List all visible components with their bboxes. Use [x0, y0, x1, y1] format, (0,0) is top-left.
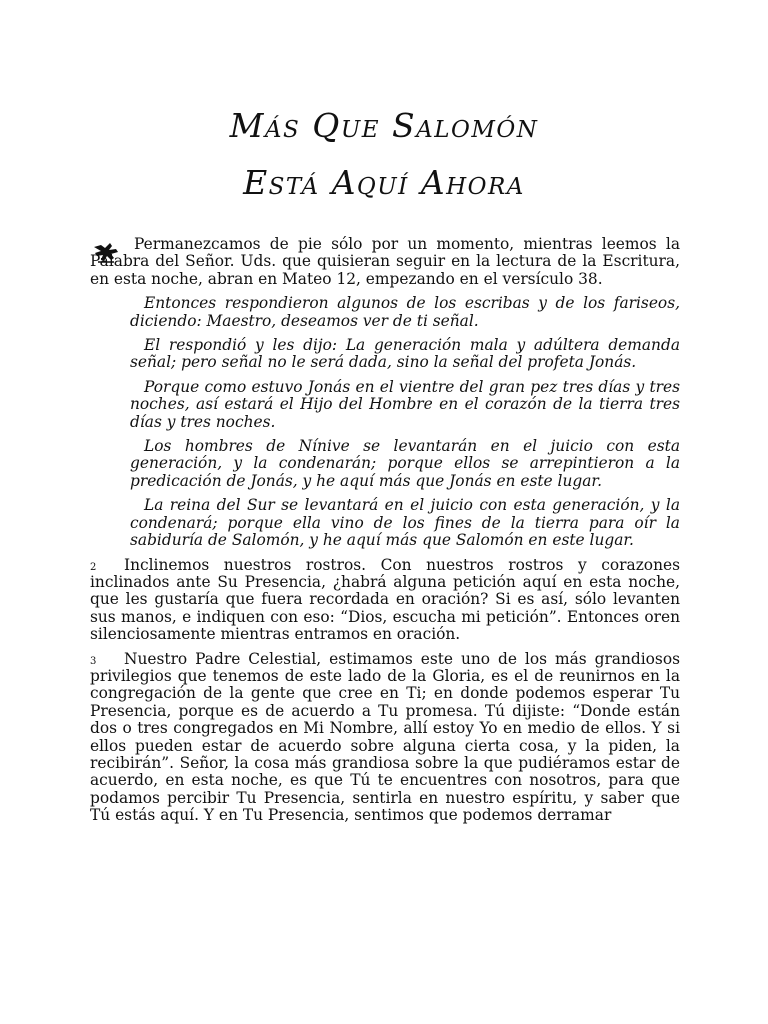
numbered-paragraph — [90, 557, 680, 644]
scripture-verse: El respondió y les dijo: La generación mala y adúltera demanda señal; pero señal no le será dada, sino la señal del profeta Jonás. — [130, 336, 680, 372]
document-body — [90, 236, 680, 832]
paragraph-number: 2 — [90, 561, 97, 573]
scripture-verse: Porque como estuvo Jonás en el vientre del gran pez tres días y tres noches, así estará el Hijo del Hombre en el corazón de la tierra tres días y tres noches. — [130, 377, 680, 431]
scripture-verse: La reina del Sur se levantará en el juicio con esta generación, y la condenará; porque ella vino de los fines de la tierra para oír la sabiduría de Salomón, y he aquí más que Salomón en este lugar. — [130, 496, 680, 550]
scripture-verse: Los hombres de Nínive se levantarán en el juicio con esta generación, y la condenarán; porque ellos se arrepintieron a la predicación de Jonás, y he aquí más que Jonás en este lugar. — [130, 437, 680, 490]
intro-paragraph: Permanezcamos de pie sólo por un momento, mientras leemos la Palabra del Señor. Uds. que quisieran seguir en la lectura de la Escritura, en esta noche, abran en Mateo 12, empezando en el versículo 38. — [90, 235, 680, 288]
paragraph-text: Nuestro Padre Celestial, estimamos este uno de los más grandiosos privilegios que tenemos de este lado de la Gloria, es el de reunirnos en la congregación de la gente que cree en Ti; en donde podemos esperar Tu Presencia, porque es de acuerdo a Tu promesa. Tú dijiste: “Donde están dos o tres congregados en Mi Nombre, allí estoy Yo en medio de ellos. Y si ellos pueden estar de acuerdo sobre alguna cierta cosa, y la piden, la recibirán”. Señor, la cosa más grandiosa sobre la que pudiéramos estar de acuerdo, en esta noche, es que Tú te encuentres con nosotros, para que podamos percibir Tu Presencia, sentirla en nuestro espíritu, y saber que Tú estás aquí. Y en Tu Presencia, sentimos que podemos derramar — [90, 649, 680, 825]
paragraph-text: Inclinemos nuestros rostros. Con nuestros rostros y corazones inclinados ante Su Presencia, ¿habrá alguna petición aquí en esta noche, que les gustaría que fuera recordada en oración? Si es así, sólo levanten sus manos, e indiquen con eso: “Dios, escucha mi petición”. Entonces oren silenciosamente mientras entramos en oración. — [90, 555, 680, 644]
scripture-verse: Entonces respondieron algunos de los escribas y de los fariseos, diciendo: Maestro, deseamos ver de ti señal. — [130, 294, 680, 330]
title-line-2: Está Aquí Ahora — [243, 163, 525, 202]
numbered-paragraph — [90, 651, 680, 825]
paragraph-number: 3 — [90, 655, 97, 667]
title-line-1: Más Que Salomón — [229, 106, 539, 145]
